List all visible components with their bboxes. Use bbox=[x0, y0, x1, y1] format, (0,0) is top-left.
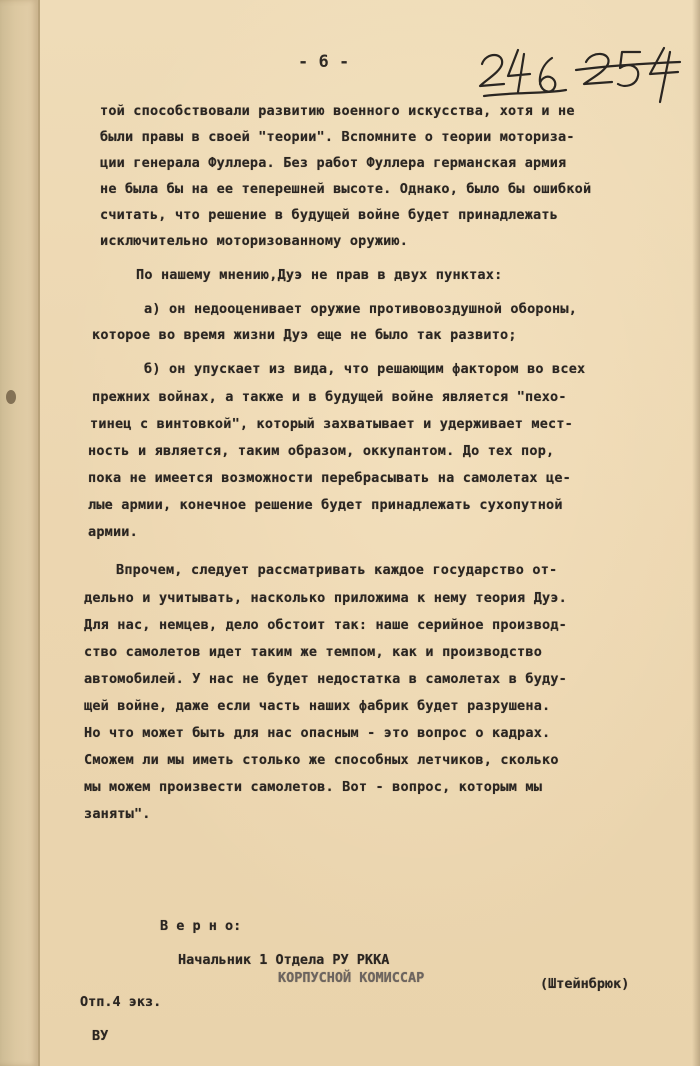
typist-initials: ВУ bbox=[92, 1028, 109, 1044]
body-line: исключительно моторизованному оружию. bbox=[100, 233, 409, 249]
body-line: заняты". bbox=[84, 806, 151, 822]
body-line: ность и является, таким образом, оккупантом. До тех пор, bbox=[88, 443, 555, 459]
body-line: ство самолетов идет таким же темпом, как и производство bbox=[84, 644, 543, 660]
body-line: Для нас, немцев, дело обстоит так: наше серийное производ- bbox=[84, 617, 568, 633]
body-line: а) он недооценивает оружие противовоздушной обороны, bbox=[144, 301, 578, 317]
body-line: По нашему мнению,Дуэ не прав в двух пунктах: bbox=[136, 267, 503, 283]
binding-hole bbox=[6, 390, 16, 404]
body-line: Но что может быть для нас опасным - это вопрос о кадрах. bbox=[84, 725, 551, 741]
body-line: считать, что решение в будущей войне будет принадлежать bbox=[100, 207, 559, 223]
signatory-name: (Штейнбрюк) bbox=[540, 976, 630, 992]
body-line: той способствовали развитию военного искусства, хотя и не bbox=[100, 103, 575, 119]
body-line: б) он упускает из вида, что решающим фактором во всех bbox=[144, 361, 586, 377]
body-line: дельно и учитывать, насколько приложима к нему теория Дуэ. bbox=[84, 590, 568, 606]
body-line: пока не имеется возможности перебрасывать на самолетах це- bbox=[88, 470, 572, 486]
body-line: Впрочем, следует рассматривать каждое государство от- bbox=[116, 562, 558, 578]
body-line: Сможем ли мы иметь столько же способных летчиков, сколько bbox=[84, 752, 559, 768]
body-line: были правы в своей "теории". Вспомните о теории моториза- bbox=[100, 129, 575, 145]
page-number: - 6 - bbox=[298, 52, 350, 72]
commissar-rank: КОРПУСНОЙ КОМИССАР bbox=[278, 970, 425, 986]
copies-note: Отп.4 экз. bbox=[80, 994, 162, 1010]
body-line: которое во время жизни Дуэ еще не было так развито; bbox=[92, 327, 517, 343]
body-line: автомобилей. У нас не будет недостатка в самолетах в буду- bbox=[84, 671, 568, 687]
verno-label: В е р н о: bbox=[160, 918, 242, 934]
handwritten-archive-numbers bbox=[474, 40, 684, 110]
page-edge-shadow bbox=[692, 0, 700, 1066]
binding-strip bbox=[0, 0, 40, 1066]
body-line: тинец с винтовкой", который захватывает и удерживает мест- bbox=[90, 416, 574, 432]
body-line: лые армии, конечное решение будет принадлежать сухопутной bbox=[88, 497, 563, 513]
chief-title: Начальник 1 Отдела РУ РККА bbox=[178, 952, 390, 968]
body-line: щей войне, даже если часть наших фабрик будет разрушена. bbox=[84, 698, 551, 714]
body-line: мы можем произвести самолетов. Вот - вопрос, которым мы bbox=[84, 779, 543, 795]
body-line: армии. bbox=[88, 524, 138, 540]
body-line: не была бы на ее теперешней высоте. Однако, было бы ошибкой bbox=[100, 181, 592, 197]
body-line: ции генерала Фуллера. Без работ Фуллера германская армия bbox=[100, 155, 567, 171]
handwritten-246-254-signature bbox=[474, 40, 684, 110]
body-line: прежних войнах, а также и в будущей войне является "пехо- bbox=[92, 389, 567, 405]
